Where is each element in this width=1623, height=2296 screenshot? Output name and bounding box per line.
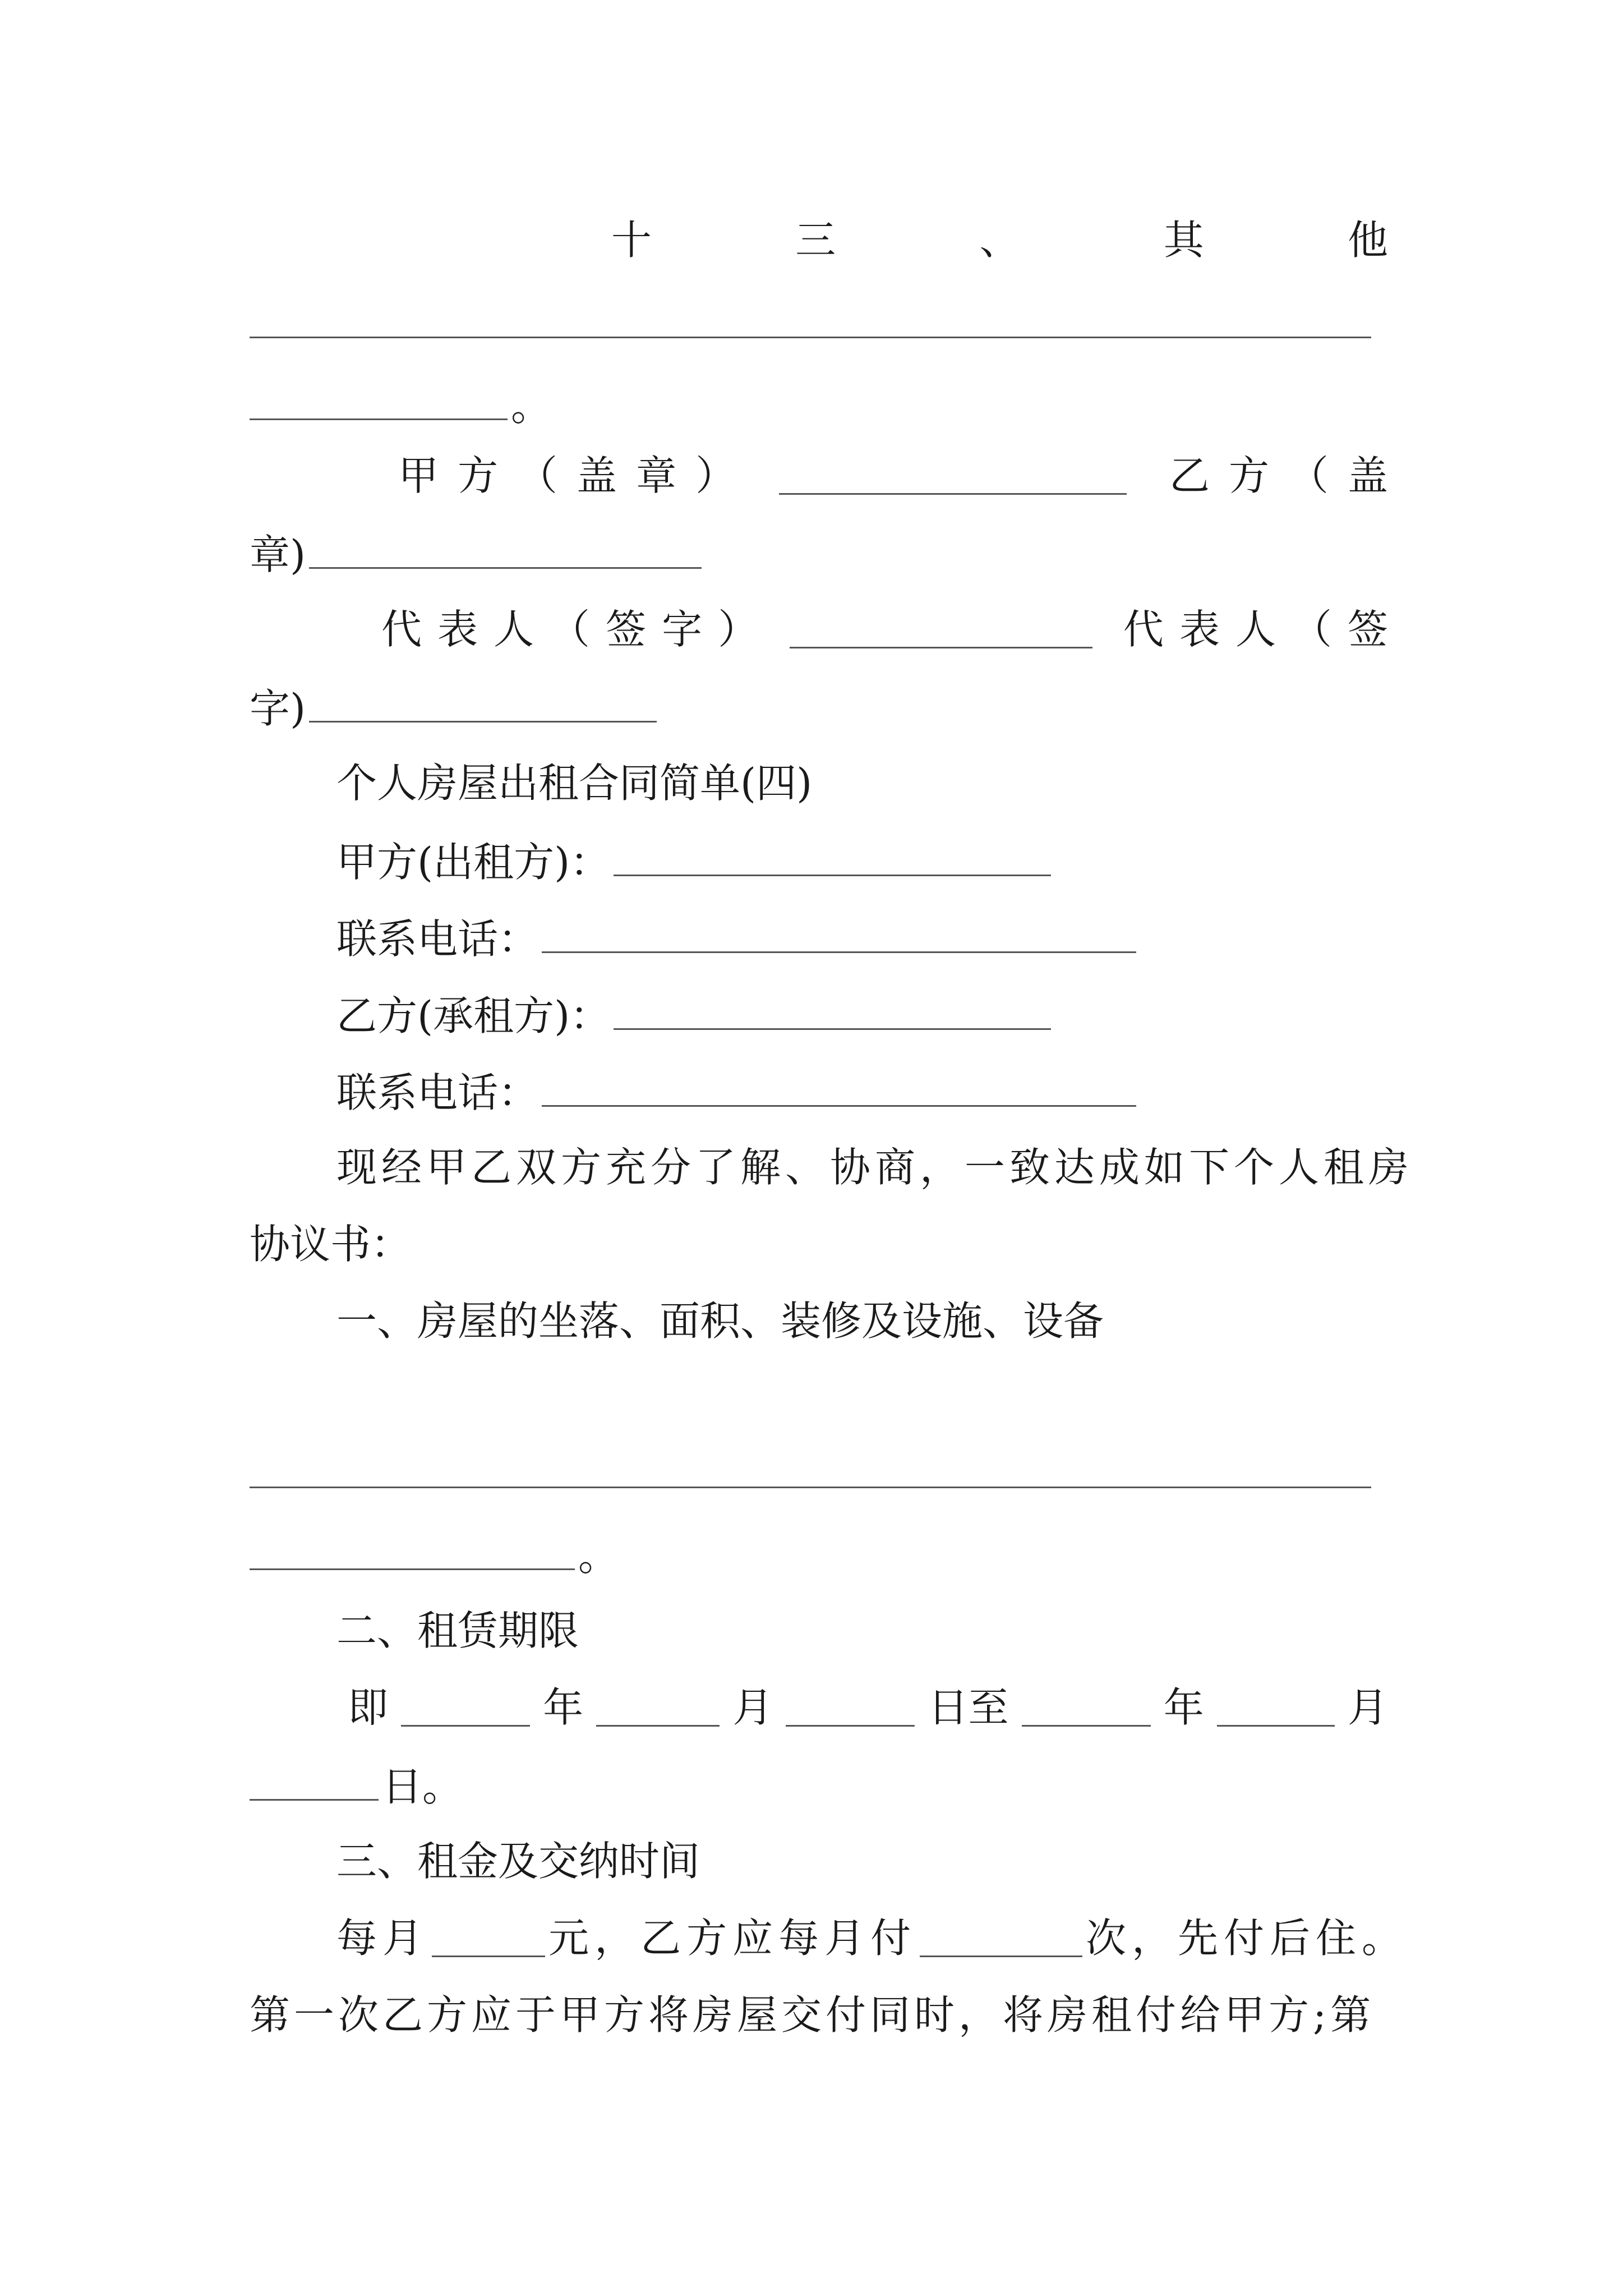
section13-char: 、 [979, 217, 1020, 264]
party-a-label: 甲方(出租方)： [336, 839, 611, 886]
section13-blank-line [250, 337, 1371, 338]
period: 。 [578, 1533, 619, 1580]
section1-title: 一、房屋的坐落、面积、装修及设施、设备 [336, 1297, 1104, 1345]
party-b-blank [614, 987, 1051, 1030]
term-end-row [250, 1757, 1388, 1811]
signature-line-b [250, 526, 1388, 579]
party-b-row [336, 987, 1388, 1041]
rep-a-sign-label [381, 602, 758, 656]
party-b-seal-blank [309, 526, 702, 569]
rent-payment-label: 元，乙方应每月付 [548, 1915, 917, 1962]
section3-title: 三、租金及交纳时间 [336, 1838, 700, 1885]
section13-char: 三 [795, 217, 836, 264]
section13-char: 其 [1163, 217, 1204, 264]
party-b-seal-label-end: 章) [250, 531, 306, 578]
label-char: 章 [636, 452, 677, 499]
term-row [348, 1681, 1388, 1734]
label-char: 盖 [577, 452, 617, 499]
term-end-label: 日。 [382, 1763, 463, 1810]
payment-count-blank [920, 1914, 1082, 1957]
label-char: 代 [381, 606, 422, 653]
label-char: ） [718, 606, 759, 653]
label-char: （ [1288, 452, 1329, 499]
phone-a-label: 联系电话： [336, 915, 539, 963]
contract-title: 个人房屋出租合同简单(四) [336, 760, 813, 807]
section1-blank-end [250, 1527, 1388, 1581]
year-label: 年 [543, 1684, 584, 1731]
signature-line-d [250, 679, 1388, 733]
section13-heading [611, 213, 1388, 267]
party-a-blank [614, 833, 1051, 876]
party-a-seal-label [398, 449, 736, 503]
party-b-seal-label-start [1169, 449, 1388, 503]
label-char: （ [550, 606, 591, 653]
rent-amount-blank [432, 1914, 545, 1957]
phone-b-label: 联系电话： [336, 1069, 539, 1116]
phone-b-blank [542, 1064, 1136, 1107]
rent-monthly-label: 每月 [336, 1915, 429, 1962]
section13-blank-end [250, 377, 1388, 431]
intro-line-1: 现经甲乙双方充分了解、协商，一致达成如下个人租房 [336, 1144, 1414, 1191]
start-day-blank [786, 1683, 915, 1727]
end-day-blank [250, 1757, 379, 1801]
phone-a-blank [542, 910, 1136, 953]
section1-blank-line [250, 1487, 1371, 1488]
start-month-blank [596, 1683, 720, 1727]
label-char: 代 [1123, 606, 1164, 653]
label-char: （ [1291, 606, 1332, 653]
label-char: 方 [1228, 452, 1269, 499]
end-year-blank [1022, 1683, 1151, 1727]
label-char: 方 [458, 452, 499, 499]
start-year-blank [401, 1683, 530, 1727]
party-a-seal-blank [779, 452, 1127, 495]
section2-title: 二、租赁期限 [336, 1607, 579, 1654]
blank-field [250, 377, 508, 420]
label-char: 表 [437, 606, 478, 653]
party-b-label: 乙方(承租方)： [336, 992, 611, 1039]
rep-a-sign-blank [790, 605, 1092, 648]
party-a-row [336, 833, 1388, 887]
label-char: 字 [662, 606, 703, 653]
label-char: 甲 [398, 452, 439, 499]
end-month-blank [1217, 1683, 1335, 1727]
rent-row [336, 1911, 1408, 1965]
blank-field [250, 1527, 575, 1570]
section13-char: 十 [611, 217, 652, 264]
label-char: 签 [606, 606, 647, 653]
label-char: 人 [494, 606, 534, 653]
rep-b-sign-blank [309, 679, 657, 723]
period: 。 [511, 383, 552, 430]
intro-line-2: 协议书： [250, 1221, 412, 1268]
signature-line-c [381, 602, 1388, 656]
rent-advance-label: 次，先付后住。 [1085, 1915, 1408, 1962]
label-char: 乙 [1169, 452, 1210, 499]
label-char: 签 [1347, 606, 1388, 653]
phone-a-row [336, 910, 1388, 964]
term-start-label: 即 [348, 1684, 389, 1731]
label-char: 盖 [1347, 452, 1388, 499]
month-label: 月 [1347, 1684, 1388, 1731]
phone-b-row [336, 1064, 1388, 1117]
year-label: 年 [1163, 1684, 1204, 1731]
label-char: （ [517, 452, 558, 499]
rent-line-2: 第一次乙方应于甲方将房屋交付同时，将房租付给甲方;第 [250, 1991, 1375, 2039]
month-label: 月 [732, 1684, 773, 1731]
rep-b-sign-label-end: 字) [250, 685, 306, 732]
label-char: 人 [1235, 606, 1276, 653]
label-char: ） [695, 452, 736, 499]
signature-line-a [398, 449, 1388, 503]
rep-b-sign-label-start [1123, 602, 1388, 656]
label-char: 表 [1179, 606, 1220, 653]
day-to-label: 日至 [928, 1684, 1009, 1731]
section13-char: 他 [1347, 217, 1388, 264]
